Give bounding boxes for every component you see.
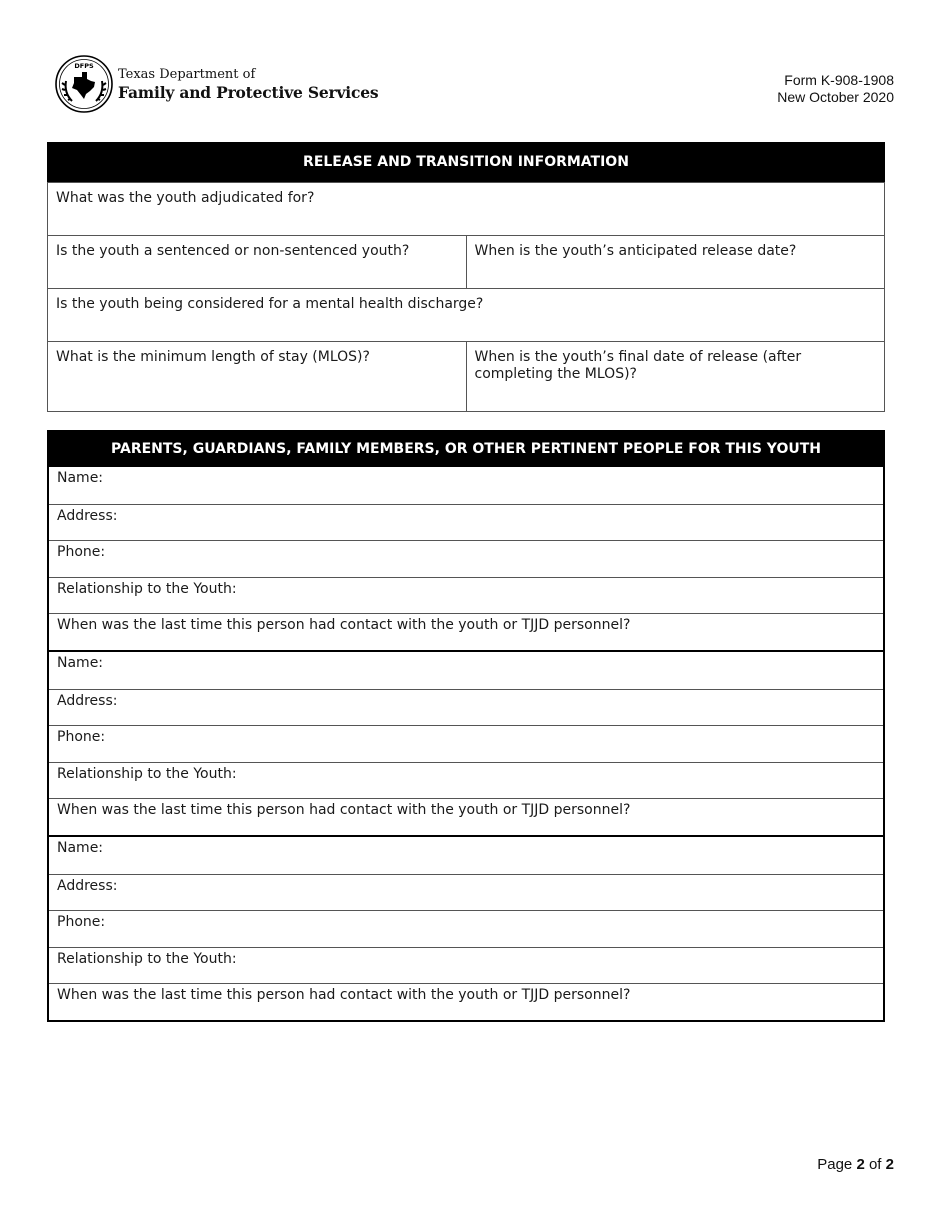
field-name[interactable]: Name: bbox=[57, 839, 104, 856]
field-last-contact[interactable]: When was the last time this person had contact with the youth or TJJD personnel? bbox=[49, 983, 883, 1020]
field-release-date[interactable]: When is the youth’s anticipated release date? bbox=[466, 236, 885, 288]
person-group bbox=[49, 835, 883, 1020]
row-mlos bbox=[48, 341, 884, 411]
page-number bbox=[817, 1156, 894, 1173]
field-address[interactable]: Address: bbox=[49, 689, 883, 726]
people-section-title: PARENTS, GUARDIANS, FAMILY MEMBERS, OR OTHER PERTINENT PEOPLE FOR THIS YOUTH bbox=[47, 430, 885, 467]
of-word: of bbox=[868, 1156, 882, 1173]
page-word: Page bbox=[817, 1156, 853, 1173]
page-total: 2 bbox=[885, 1156, 894, 1173]
row-sentence-release bbox=[48, 235, 884, 288]
field-adjudicated[interactable]: What was the youth adjudicated for? bbox=[56, 190, 315, 206]
agency-line-2: Family and Protective Services bbox=[118, 83, 379, 102]
field-sentenced[interactable]: Is the youth a sentenced or non-sentenced youth? bbox=[56, 243, 410, 259]
form-identifier bbox=[777, 72, 894, 106]
release-transition-section bbox=[47, 142, 885, 412]
field-name[interactable]: Name: bbox=[57, 470, 104, 486]
field-relationship[interactable]: Relationship to the Youth: bbox=[49, 947, 883, 984]
page-current: 2 bbox=[856, 1156, 865, 1173]
field-address[interactable]: Address: bbox=[49, 874, 883, 911]
row-mental-health bbox=[48, 288, 884, 341]
release-section-title: RELEASE AND TRANSITION INFORMATION bbox=[47, 142, 885, 182]
field-phone[interactable]: Phone: bbox=[49, 540, 883, 577]
person-group bbox=[49, 467, 883, 650]
field-name[interactable]: Name: bbox=[57, 654, 104, 671]
agency-line-1: Texas Department of bbox=[118, 67, 256, 82]
field-phone[interactable]: Phone: bbox=[49, 725, 883, 762]
field-relationship[interactable]: Relationship to the Youth: bbox=[49, 577, 883, 614]
page-header bbox=[0, 0, 950, 130]
field-mental-health[interactable]: Is the youth being considered for a mental health discharge? bbox=[56, 296, 484, 312]
field-address[interactable]: Address: bbox=[49, 504, 883, 541]
form-number: Form K-908-1908 bbox=[784, 72, 894, 88]
field-last-contact[interactable]: When was the last time this person had contact with the youth or TJJD personnel? bbox=[49, 613, 883, 650]
svg-text:DFPS: DFPS bbox=[74, 62, 94, 70]
agency-name bbox=[118, 66, 378, 103]
person-group bbox=[49, 650, 883, 835]
row-adjudicated bbox=[48, 182, 884, 235]
field-mlos[interactable]: What is the minimum length of stay (MLOS)? bbox=[56, 349, 370, 365]
field-relationship[interactable]: Relationship to the Youth: bbox=[49, 762, 883, 799]
field-last-contact[interactable]: When was the last time this person had contact with the youth or TJJD personnel? bbox=[49, 798, 883, 835]
dfps-seal-logo bbox=[55, 55, 113, 113]
field-final-release[interactable]: When is the youth’s final date of release (after completing the MLOS)? bbox=[466, 342, 885, 411]
field-phone[interactable]: Phone: bbox=[49, 910, 883, 947]
pertinent-people-section bbox=[47, 430, 885, 1022]
form-date: New October 2020 bbox=[777, 89, 894, 105]
